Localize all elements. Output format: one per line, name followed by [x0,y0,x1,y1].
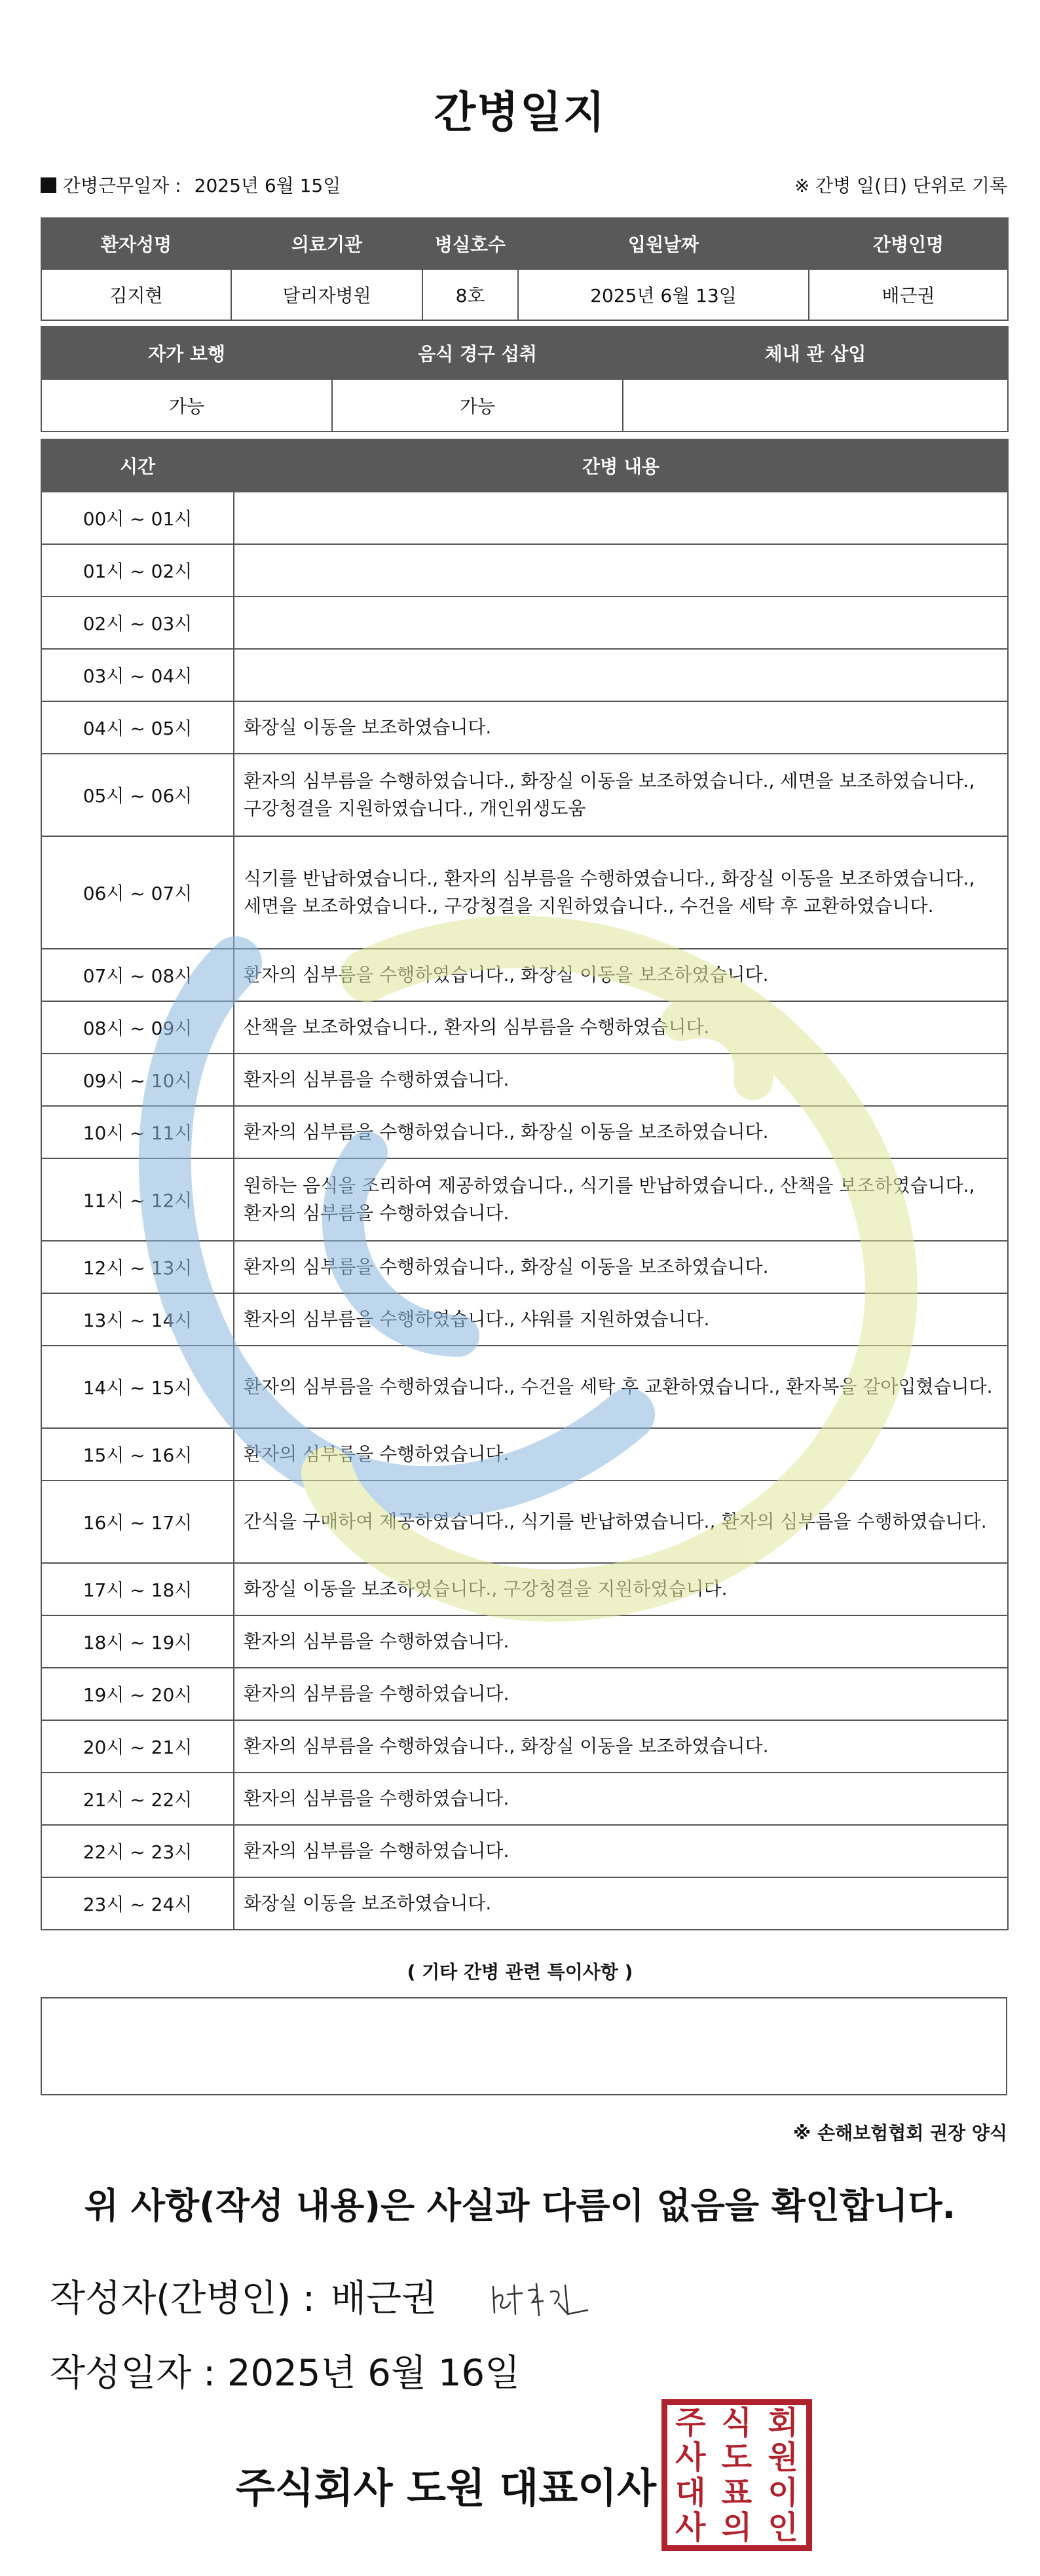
table-row [41,544,1008,597]
meta-row [41,172,1007,203]
content-cell [234,544,1008,597]
table-row [41,1668,1008,1720]
care-log-table [41,439,1009,1930]
header-patient-name: 환자성명 [41,218,231,269]
table-row [41,1428,1008,1481]
time-cell: 17시 ~ 18시 [41,1563,234,1615]
company-seal-stamp: 주 식 회 사 도 원 대 표 이 사 의 인 [661,2399,812,2551]
table-row [41,701,1008,754]
table-row [41,1563,1008,1615]
time-cell: 07시 ~ 08시 [41,949,234,1001]
content-cell: 화장실 이동을 보조하였습니다. [234,701,1008,754]
table-row [41,492,1008,544]
patient-info-header-row [41,218,1008,269]
table-row [41,1293,1008,1346]
content-cell: 간식을 구매하여 제공하였습니다., 식기를 반납하였습니다., 환자의 심부름을 수행하였습니다. [234,1481,1008,1563]
write-date-label: 작성일자 : [50,2352,216,2395]
table-row [41,649,1008,701]
header-caregiver: 간병인명 [809,218,1008,269]
ability-value-row [41,379,1008,432]
content-cell: 환자의 심부름을 수행하였습니다. [234,1668,1008,1720]
content-cell [234,492,1008,544]
content-cell: 환자의 심부름을 수행하였습니다. [234,1615,1008,1668]
signature-image [488,2272,593,2325]
room-number: 8호 [422,269,518,320]
writer-line [50,2270,437,2322]
table-row [41,1720,1008,1773]
ability-header-row [41,327,1008,379]
time-cell: 19시 ~ 20시 [41,1668,234,1720]
time-cell: 18시 ~ 19시 [41,1615,234,1668]
tube-insertion-value [623,379,1008,432]
time-cell: 22시 ~ 23시 [41,1825,234,1877]
time-cell: 11시 ~ 12시 [41,1158,234,1241]
time-cell: 02시 ~ 03시 [41,597,234,649]
time-cell: 23시 ~ 24시 [41,1877,234,1930]
header-hospital: 의료기관 [231,218,422,269]
patient-info-value-row [41,269,1008,320]
time-cell: 14시 ~ 15시 [41,1346,234,1428]
company-ceo: 주식회사 도원 대표이사 [236,2464,657,2512]
time-cell: 15시 ~ 16시 [41,1428,234,1481]
table-row [41,1825,1008,1877]
time-cell: 21시 ~ 22시 [41,1773,234,1825]
time-cell: 05시 ~ 06시 [41,754,234,836]
time-cell: 09시 ~ 10시 [41,1054,234,1106]
care-log-header-row [41,439,1008,492]
ability-table [41,326,1009,432]
content-cell [234,597,1008,649]
time-cell: 01시 ~ 02시 [41,544,234,597]
work-date-label: 간병근무일자 : [63,175,181,196]
content-cell: 화장실 이동을 보조하였습니다., 구강청결을 지원하였습니다. [234,1563,1008,1615]
content-cell: 원하는 음식을 조리하여 제공하였습니다., 식기를 반납하였습니다., 산책을 보조하였습니다., 환자의 심부름을 수행하였습니다. [234,1158,1008,1241]
table-row [41,1158,1008,1241]
table-row [41,949,1008,1001]
content-cell: 환자의 심부름을 수행하였습니다., 화장실 이동을 보조하였습니다. [234,1241,1008,1293]
content-cell: 환자의 심부름을 수행하였습니다. [234,1773,1008,1825]
time-cell: 06시 ~ 07시 [41,836,234,949]
form-note: ※ 손해보험협회 권장 양식 [793,2122,1007,2144]
content-cell: 화장실 이동을 보조하였습니다. [234,1877,1008,1930]
notes-label: ( 기타 간병 관련 특이사항 ) [407,1961,633,1983]
content-cell [234,649,1008,701]
header-time: 시간 [41,439,234,492]
walking-value: 가능 [41,379,332,432]
time-cell: 08시 ~ 09시 [41,1001,234,1054]
patient-name: 김지현 [41,269,231,320]
write-date-value: 2025년 6월 16일 [227,2352,521,2395]
patient-info-table [41,217,1009,321]
table-row [41,1615,1008,1668]
time-cell: 20시 ~ 21시 [41,1720,234,1773]
content-cell: 산책을 보조하였습니다., 환자의 심부름을 수행하였습니다. [234,1001,1008,1054]
admission-date: 2025년 6월 13일 [518,269,809,320]
content-cell: 환자의 심부름을 수행하였습니다., 화장실 이동을 보조하였습니다., 세면을 보조하였습니다., 구강청결을 지원하였습니다., 개인위생도움 [234,754,1008,836]
table-row [41,1106,1008,1158]
content-cell: 환자의 심부름을 수행하였습니다., 화장실 이동을 보조하였습니다. [234,949,1008,1001]
table-row [41,836,1008,949]
header-oral-intake: 음식 경구 섭취 [332,327,623,379]
page-title: 간병일지 [434,87,606,138]
unit-note: ※ 간병 일(日) 단위로 기록 [794,175,1007,196]
hospital-name: 달리자병원 [231,269,422,320]
content-cell: 환자의 심부름을 수행하였습니다. [234,1428,1008,1481]
table-row [41,1346,1008,1428]
table-row [41,1481,1008,1563]
header-tube-insertion: 체내 관 삽입 [623,327,1008,379]
work-date [41,172,341,198]
header-walking: 자가 보행 [41,327,332,379]
notes-box [41,1997,1007,2095]
table-row [41,1241,1008,1293]
content-cell: 환자의 심부름을 수행하였습니다., 수건을 세탁 후 교환하였습니다., 환자복을 갈아입혔습니다. [234,1346,1008,1428]
write-date-line [50,2344,520,2397]
square-bullet-icon [41,177,56,193]
writer-name: 배근권 [330,2277,437,2320]
content-cell: 식기를 반납하였습니다., 환자의 심부름을 수행하였습니다., 화장실 이동을 보조하였습니다., 세면을 보조하였습니다., 구강청결을 지원하였습니다., 수건을 세탁 후 교환하였습니다. [234,836,1008,949]
header-room: 병실호수 [422,218,518,269]
table-row [41,1773,1008,1825]
confirmation-statement: 위 사항(작성 내용)은 사실과 다름이 없음을 확인합니다. [84,2185,956,2226]
content-cell: 환자의 심부름을 수행하였습니다., 샤워를 지원하였습니다. [234,1293,1008,1346]
table-row [41,1877,1008,1930]
caregiver-name: 배근권 [809,269,1008,320]
table-row [41,1054,1008,1106]
time-cell: 10시 ~ 11시 [41,1106,234,1158]
table-row [41,597,1008,649]
oral-intake-value: 가능 [332,379,623,432]
content-cell: 환자의 심부름을 수행하였습니다. [234,1825,1008,1877]
content-cell: 환자의 심부름을 수행하였습니다., 화장실 이동을 보조하였습니다. [234,1720,1008,1773]
content-cell: 환자의 심부름을 수행하였습니다., 화장실 이동을 보조하였습니다. [234,1106,1008,1158]
time-cell: 12시 ~ 13시 [41,1241,234,1293]
time-cell: 03시 ~ 04시 [41,649,234,701]
time-cell: 04시 ~ 05시 [41,701,234,754]
table-row [41,1001,1008,1054]
time-cell: 00시 ~ 01시 [41,492,234,544]
time-cell: 13시 ~ 14시 [41,1293,234,1346]
header-care-content: 간병 내용 [234,439,1008,492]
time-cell: 16시 ~ 17시 [41,1481,234,1563]
table-row [41,754,1008,836]
writer-label: 작성자(간병인) : [50,2277,315,2320]
work-date-value: 2025년 6월 15일 [194,175,341,196]
header-admission-date: 입원날짜 [518,218,809,269]
content-cell: 환자의 심부름을 수행하였습니다. [234,1054,1008,1106]
